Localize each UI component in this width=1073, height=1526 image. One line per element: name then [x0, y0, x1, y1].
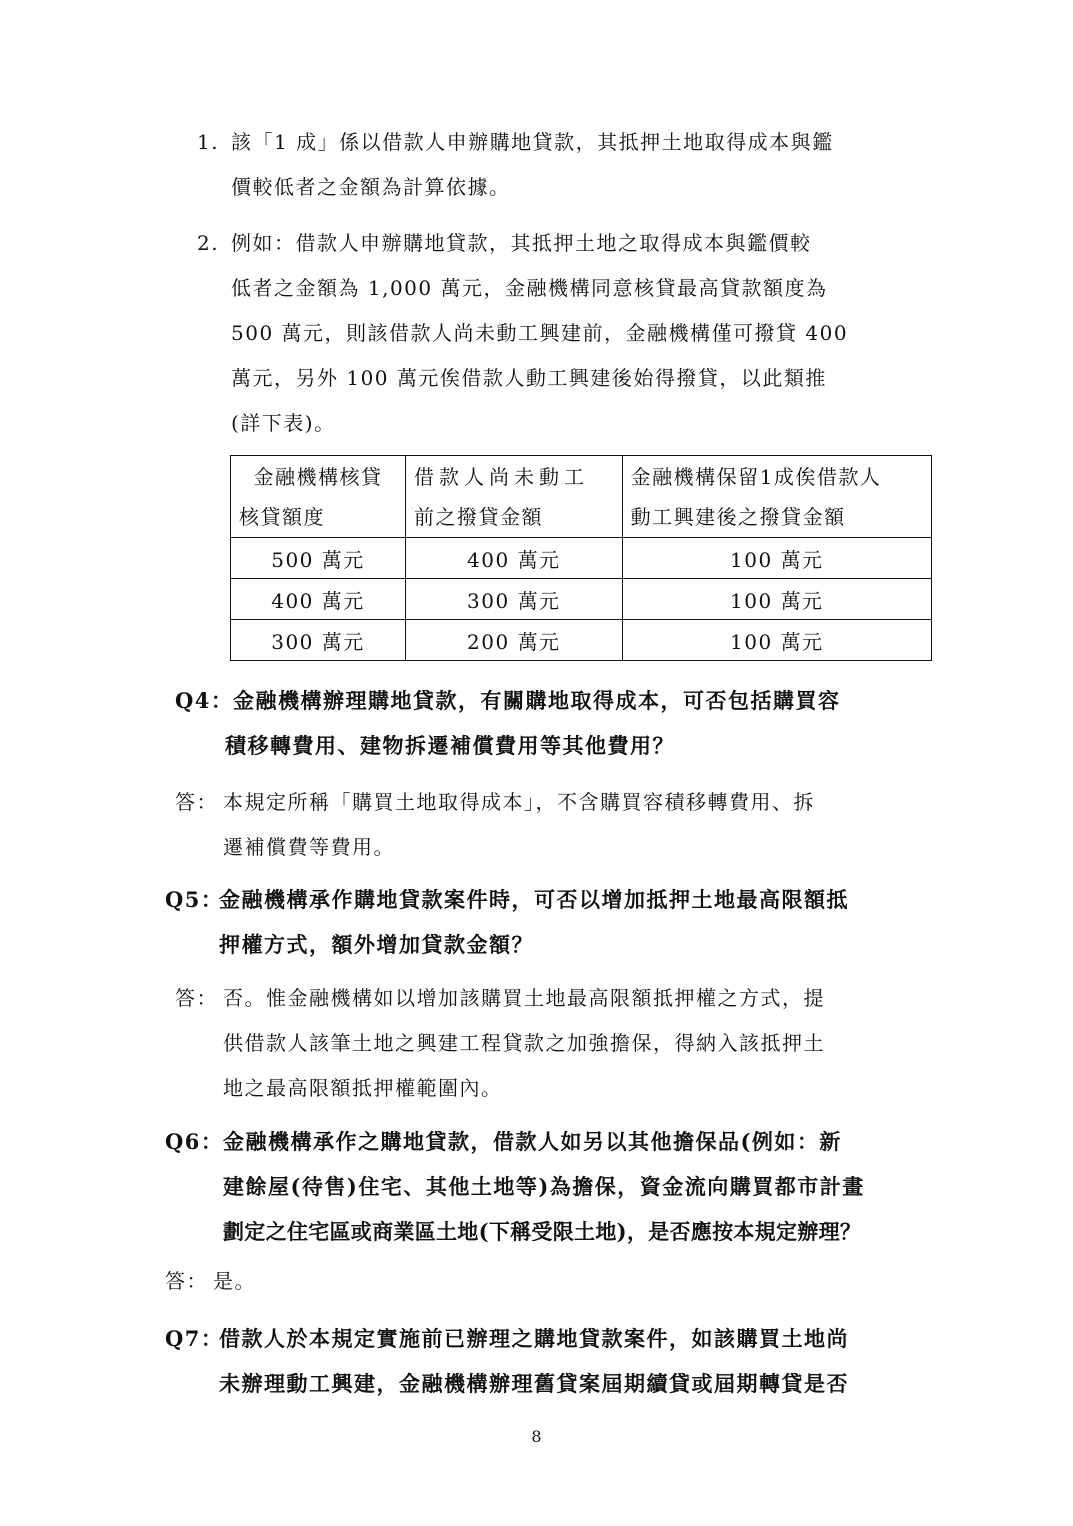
list-item-line: (詳下表)。 [231, 411, 336, 435]
list-item-line: 500 萬元，則該借款人尚未動工興建前，金融機構僅可撥貸 400 [231, 321, 849, 345]
question-label: Q6： [165, 1129, 224, 1154]
list-item-number: 1. [197, 130, 220, 154]
answer-line: 供借款人該筆土地之興建工程貸款之加強擔保，得納入該抵押土 [223, 1031, 825, 1055]
header-line: 核貸額度 [239, 504, 325, 529]
table-cell: 100 萬元 [622, 579, 931, 620]
header-line: 借款人尚未動工 [414, 464, 590, 489]
question-line: 金融機構承作之購地貸款，借款人如另以其他擔保品(例如：新 [223, 1129, 842, 1154]
list-item-number: 2. [197, 231, 220, 255]
loan-table [230, 455, 932, 661]
question-line: 金融機構承作購地貸款案件時，可否以增加抵押土地最高限額抵 [219, 887, 849, 912]
table-cell: 400 萬元 [406, 538, 623, 579]
answer-label: 答： [175, 986, 218, 1010]
question-line: 押權方式，額外增加貸款金額？ [219, 932, 534, 957]
answer-line: 本規定所稱「購買土地取得成本」，不含購買容積移轉費用、拆 [223, 790, 815, 814]
header-line: 前之撥貸金額 [414, 504, 544, 529]
table-cell: 300 萬元 [406, 579, 623, 620]
question-line: 劃定之住宅區或商業區土地(下稱受限土地)，是否應按本規定辦理？ [223, 1219, 862, 1244]
table-header-row [231, 456, 932, 538]
table-cell: 500 萬元 [231, 538, 406, 579]
answer-label: 答： [165, 1269, 208, 1293]
table-cell: 200 萬元 [406, 620, 623, 661]
list-item-line: 低者之金額為 1,000 萬元，金融機構同意核貸最高貸款額度為 [231, 276, 828, 300]
question-line: 金融機構辦理購地貸款，有關購地取得成本，可否包括購買容 [233, 688, 841, 713]
header-line: 金融機構核貸 [253, 464, 383, 489]
table-header-cell [622, 456, 931, 538]
list-item-line: 萬元，另外 100 萬元俟借款人動工興建後始得撥貸，以此類推 [231, 366, 827, 390]
table-row [231, 538, 932, 579]
answer-line: 遷補償費等費用。 [223, 835, 395, 859]
table-row [231, 620, 932, 661]
answer-line: 是。 [213, 1269, 256, 1293]
question-line: 建餘屋(待售)住宅、其他土地等)為擔保，資金流向購買都市計畫 [223, 1174, 865, 1199]
question-label: Q4： [175, 688, 234, 713]
list-item-line: 例如：借款人申辦購地貸款，其抵押土地之取得成本與鑑價較 [231, 231, 812, 255]
header-line: 動工興建後之撥貸金額 [630, 504, 846, 529]
question-line: 未辦理動工興建，金融機構辦理舊貸案屆期續貸或屆期轉貸是否 [219, 1371, 849, 1396]
answer-line: 地之最高限額抵押權範圍內。 [223, 1076, 503, 1100]
table-row [231, 579, 932, 620]
page-number: 8 [531, 1427, 542, 1446]
question-line: 借款人於本規定實施前已辦理之購地貸款案件，如該購買土地尚 [219, 1326, 849, 1351]
question-label: Q5： [165, 887, 224, 912]
header-line: 金融機構保留1成俟借款人 [630, 464, 882, 489]
list-item-line: 該「1 成」係以借款人申辦購地貸款，其抵押土地取得成本與鑑 [231, 130, 834, 154]
table-header-cell [231, 456, 406, 538]
table-cell: 100 萬元 [622, 538, 931, 579]
question-label: Q7： [165, 1326, 224, 1351]
table-header-cell [406, 456, 623, 538]
list-item-line: 價較低者之金額為計算依據。 [231, 175, 511, 199]
table-cell: 300 萬元 [231, 620, 406, 661]
answer-label: 答： [175, 790, 218, 814]
question-line: 積移轉費用、建物拆遷補償費用等其他費用？ [225, 733, 675, 758]
table-cell: 100 萬元 [622, 620, 931, 661]
answer-line: 否。惟金融機構如以增加該購買土地最高限額抵押權之方式，提 [223, 986, 825, 1010]
table-cell: 400 萬元 [231, 579, 406, 620]
